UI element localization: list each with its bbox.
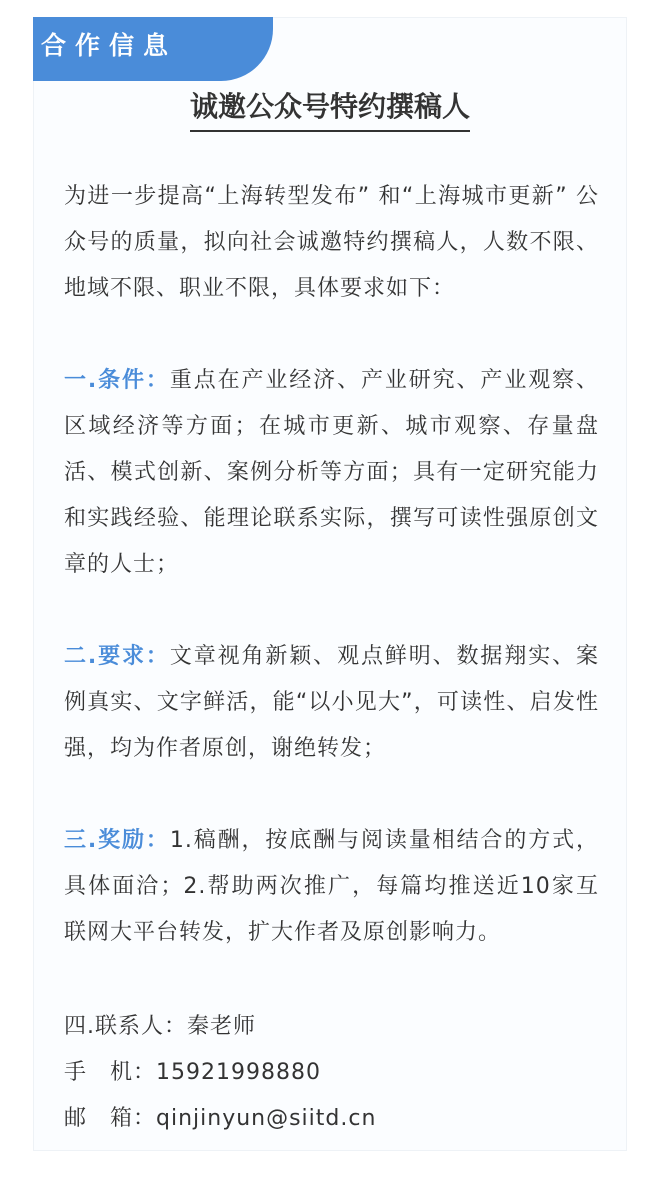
requirements-text: 文章视角新颖、观点鲜明、数据翔实、案例真实、文字鲜活，能“以小见大”，可读性、启发性强，均为作者原创，谢绝转发； [64,644,599,761]
page-title: 诚邀公众号特约撰稿人 [190,88,470,132]
rewards-label: 三.奖励： [64,828,170,853]
section-tag-label: 合作信息 [41,31,178,60]
contact-phone: 手 机：15921998880 [64,1060,321,1085]
intro-paragraph: 为进一步提高“上海转型发布” 和“上海城市更新” 公众号的质量，拟向社会诚邀特约撰稿人，人数不限、地域不限、职业不限，具体要求如下： [64,184,599,301]
conditions-label: 一.条件： [64,368,170,393]
rewards-paragraph [64,818,599,956]
requirements-label: 二.要求： [64,644,170,669]
section-tag [33,17,273,81]
contact-person: 四.联系人：秦老师 [64,1014,256,1039]
rewards-text: 1.稿酬，按底酬与阅读量相结合的方式，具体面洽；2.帮助两次推广，每篇均推送近10家互联网大平台转发，扩大作者及原创影响力。 [64,828,599,945]
page-title-wrap [0,88,660,132]
contact-email: 邮 箱：qinjinyun@siitd.cn [64,1106,377,1131]
conditions-paragraph [64,358,599,588]
requirements-paragraph [64,634,599,772]
conditions-text: 重点在产业经济、产业研究、产业观察、区域经济等方面；在城市更新、城市观察、存量盘活、模式创新、案例分析等方面；具有一定研究能力和实践经验、能理论联系实际，撰写可读性强原创文章的人士； [64,368,599,577]
